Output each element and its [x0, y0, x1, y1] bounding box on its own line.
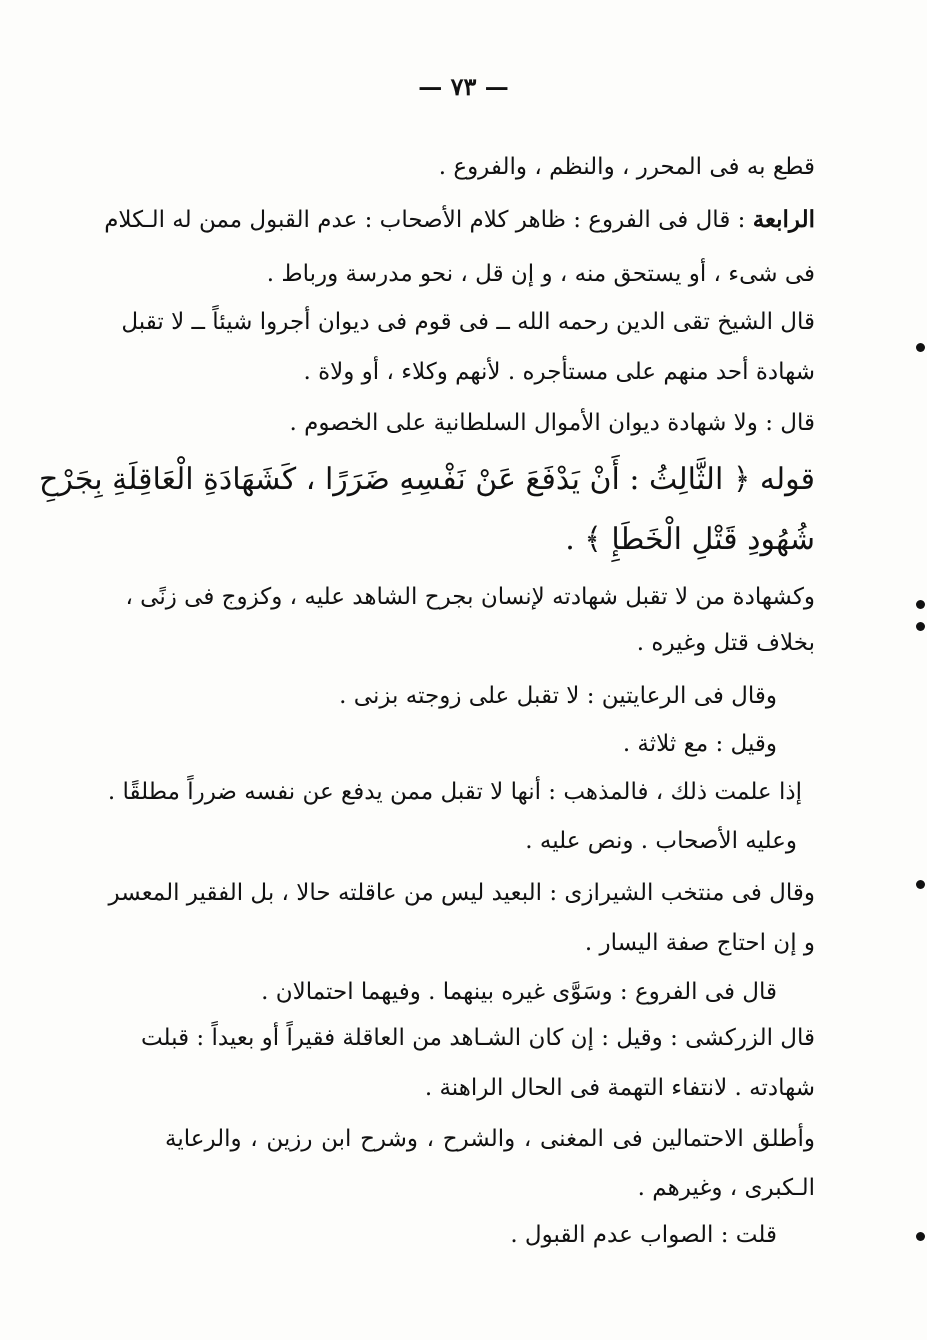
margin-mark — [916, 343, 925, 352]
text-line: قال الزركشى : وقيل : إن كان الشـاهد من العاقلة فقيراً أو بعيداً : قبلت — [140, 1025, 815, 1051]
text-line: الـكبرى ، وغيرهم . — [637, 1175, 815, 1201]
text-line: إذا علمت ذلك ، فالمذهب : أنها لا تقبل ممن يدفع عن نفسه ضرراً مطلقًا . — [107, 779, 802, 805]
text-line: قال فى الفروع : وسَوَّى غيره بينهما . وفيهما احتمالان . — [261, 979, 777, 1005]
text-line: وعليه الأصحاب . ونص عليه . — [525, 828, 797, 854]
text-line: وقيل : مع ثلاثة . — [622, 731, 777, 757]
text-line: قال الشيخ تقى الدين رحمه الله ــ فى قوم فى ديوان أجروا شيئاً ــ لا تقبل — [121, 309, 815, 335]
text-line: شهادة أحد منهم على مستأجره . لأنهم وكلاء ، أو ولاة . — [303, 359, 815, 385]
text-line: وأطلق الاحتمالين فى المغنى ، والشرح ، وشرح ابن رزين ، والرعاية — [165, 1126, 815, 1152]
text-line: وكشهادة من لا تقبل شهادته لإنسان بجرح الشاهد عليه ، وكزوج فى زنًى ، — [125, 584, 815, 610]
page-number: — ٧٣ — — [418, 72, 509, 101]
text-line: شهادته . لانتفاء التهمة فى الحال الراهنة . — [424, 1075, 815, 1101]
text-line — [104, 203, 815, 237]
quoted-text-line: قوله ﴿ الثَّالِثُ : أَنْ يَدْفَعَ عَنْ نَفْسِهِ ضَرَرًا ، كَشَهَادَةِ الْعَاقِلَةِ بِجَرْحِ — [38, 462, 815, 497]
text-line: وقال فى منتخب الشيرازى : البعيد ليس من عاقلته حالا ، بل الفقير المعسر — [108, 880, 815, 906]
text-line: و إن احتاج صفة اليسار . — [584, 930, 815, 956]
text-line-body: : قال فى الفروع : ظاهر كلام الأصحاب : عدم القبول ممن له الـكلام — [104, 207, 753, 233]
section-label: الرابعة — [752, 206, 815, 233]
text-line: فى شىء ، أو يستحق منه ، و إن قل ، نحو مدرسة ورباط . — [266, 261, 815, 287]
margin-mark — [916, 1232, 925, 1241]
text-line: قطع به فى المحرر ، والنظم ، والفروع . — [438, 154, 815, 180]
margin-mark — [916, 622, 925, 631]
text-line: بخلاف قتل وغيره . — [636, 630, 815, 656]
text-line: قال : ولا شهادة ديوان الأموال السلطانية على الخصوم . — [289, 410, 815, 436]
quoted-text-line: شُهُودِ قَتْلِ الْخَطَإِ ﴾ . — [565, 522, 815, 557]
margin-mark — [916, 600, 925, 609]
text-line: قلت : الصواب عدم القبول . — [510, 1222, 777, 1248]
text-line: وقال فى الرعايتين : لا تقبل على زوجته بزنى . — [339, 683, 777, 709]
margin-mark — [916, 880, 925, 889]
